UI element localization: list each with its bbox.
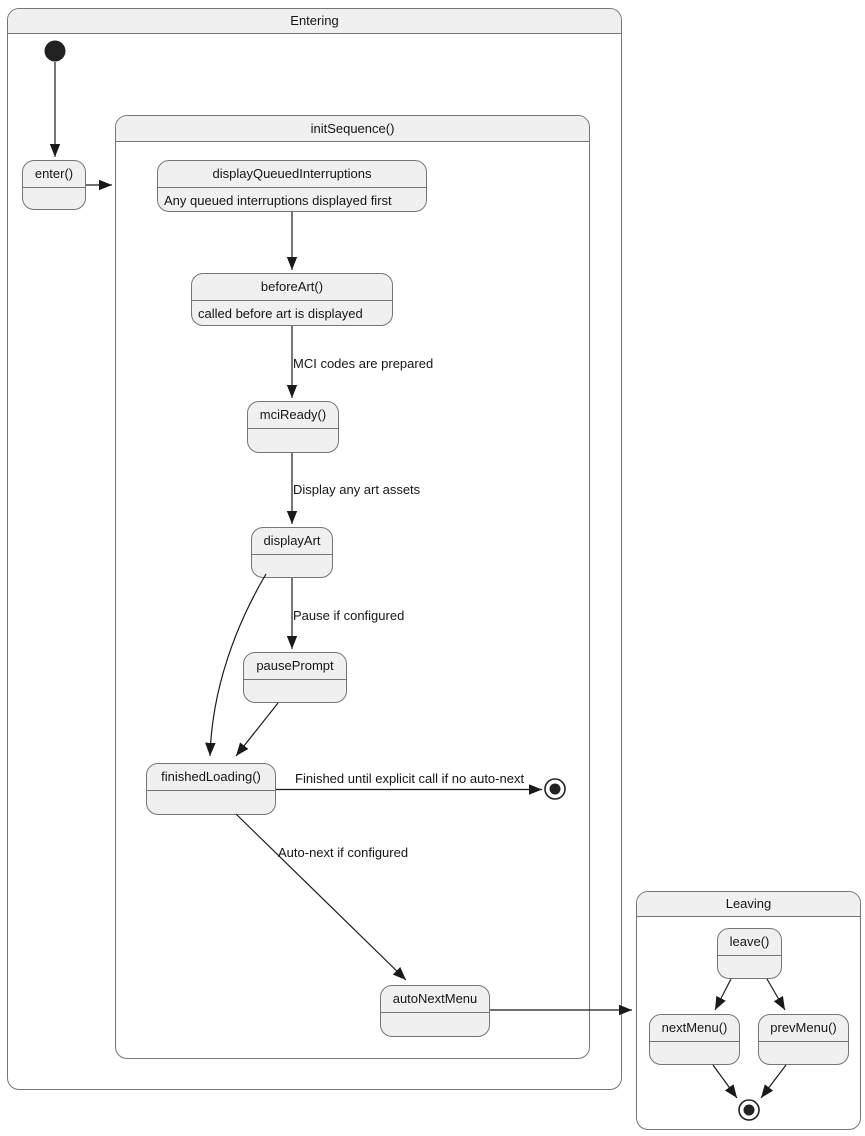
state-body-pause-prompt — [244, 680, 346, 682]
state-body-finished-loading — [147, 791, 275, 793]
state-title-finished-loading: finishedLoading() — [147, 764, 275, 791]
state-before-art — [191, 273, 393, 326]
state-title-display-art: displayArt — [252, 528, 332, 555]
composite-title-leaving: Leaving — [637, 892, 860, 917]
edge-label-pause: Pause if configured — [293, 608, 405, 623]
state-title-mci-ready: mciReady() — [248, 402, 338, 429]
state-auto-next-menu — [380, 985, 490, 1037]
state-prev-menu — [758, 1014, 849, 1065]
state-enter — [22, 160, 86, 210]
state-pause-prompt — [243, 652, 347, 703]
state-body-display-queued-interruptions: Any queued interruptions displayed first — [164, 193, 392, 208]
composite-state-init-sequence — [115, 115, 590, 1059]
state-body-next-menu — [650, 1042, 739, 1044]
state-display-queued-interruptions — [157, 160, 427, 212]
edge-label-auto-next: Auto-next if configured — [278, 845, 409, 860]
state-finished-loading — [146, 763, 276, 815]
state-title-pause-prompt: pausePrompt — [244, 653, 346, 680]
state-body-enter — [23, 188, 85, 190]
state-title-next-menu: nextMenu() — [650, 1015, 739, 1042]
edge-label-display-assets: Display any art assets — [293, 482, 421, 497]
state-body-mci-ready — [248, 429, 338, 431]
state-mci-ready — [247, 401, 339, 453]
composite-title-entering: Entering — [8, 9, 621, 34]
edge-label-mci-codes: MCI codes are prepared — [293, 356, 434, 371]
state-body-auto-next-menu — [381, 1013, 489, 1015]
edge-label-finished: Finished until explicit call if no auto-next — [295, 771, 525, 786]
state-title-enter: enter() — [23, 161, 85, 188]
state-body-prev-menu — [759, 1042, 848, 1044]
state-body-before-art: called before art is displayed — [198, 306, 363, 321]
state-title-auto-next-menu: autoNextMenu — [381, 986, 489, 1013]
state-body-leave — [718, 956, 781, 958]
state-title-prev-menu: prevMenu() — [759, 1015, 848, 1042]
state-body-display-art — [252, 555, 332, 557]
state-display-art — [251, 527, 333, 578]
composite-title-init-sequence: initSequence() — [116, 116, 589, 142]
state-title-display-queued-interruptions: displayQueuedInterruptions — [158, 161, 426, 188]
state-title-leave: leave() — [718, 929, 781, 956]
state-title-before-art: beforeArt() — [192, 274, 392, 301]
state-next-menu — [649, 1014, 740, 1065]
composite-state-leaving — [636, 891, 861, 1130]
state-leave — [717, 928, 782, 979]
